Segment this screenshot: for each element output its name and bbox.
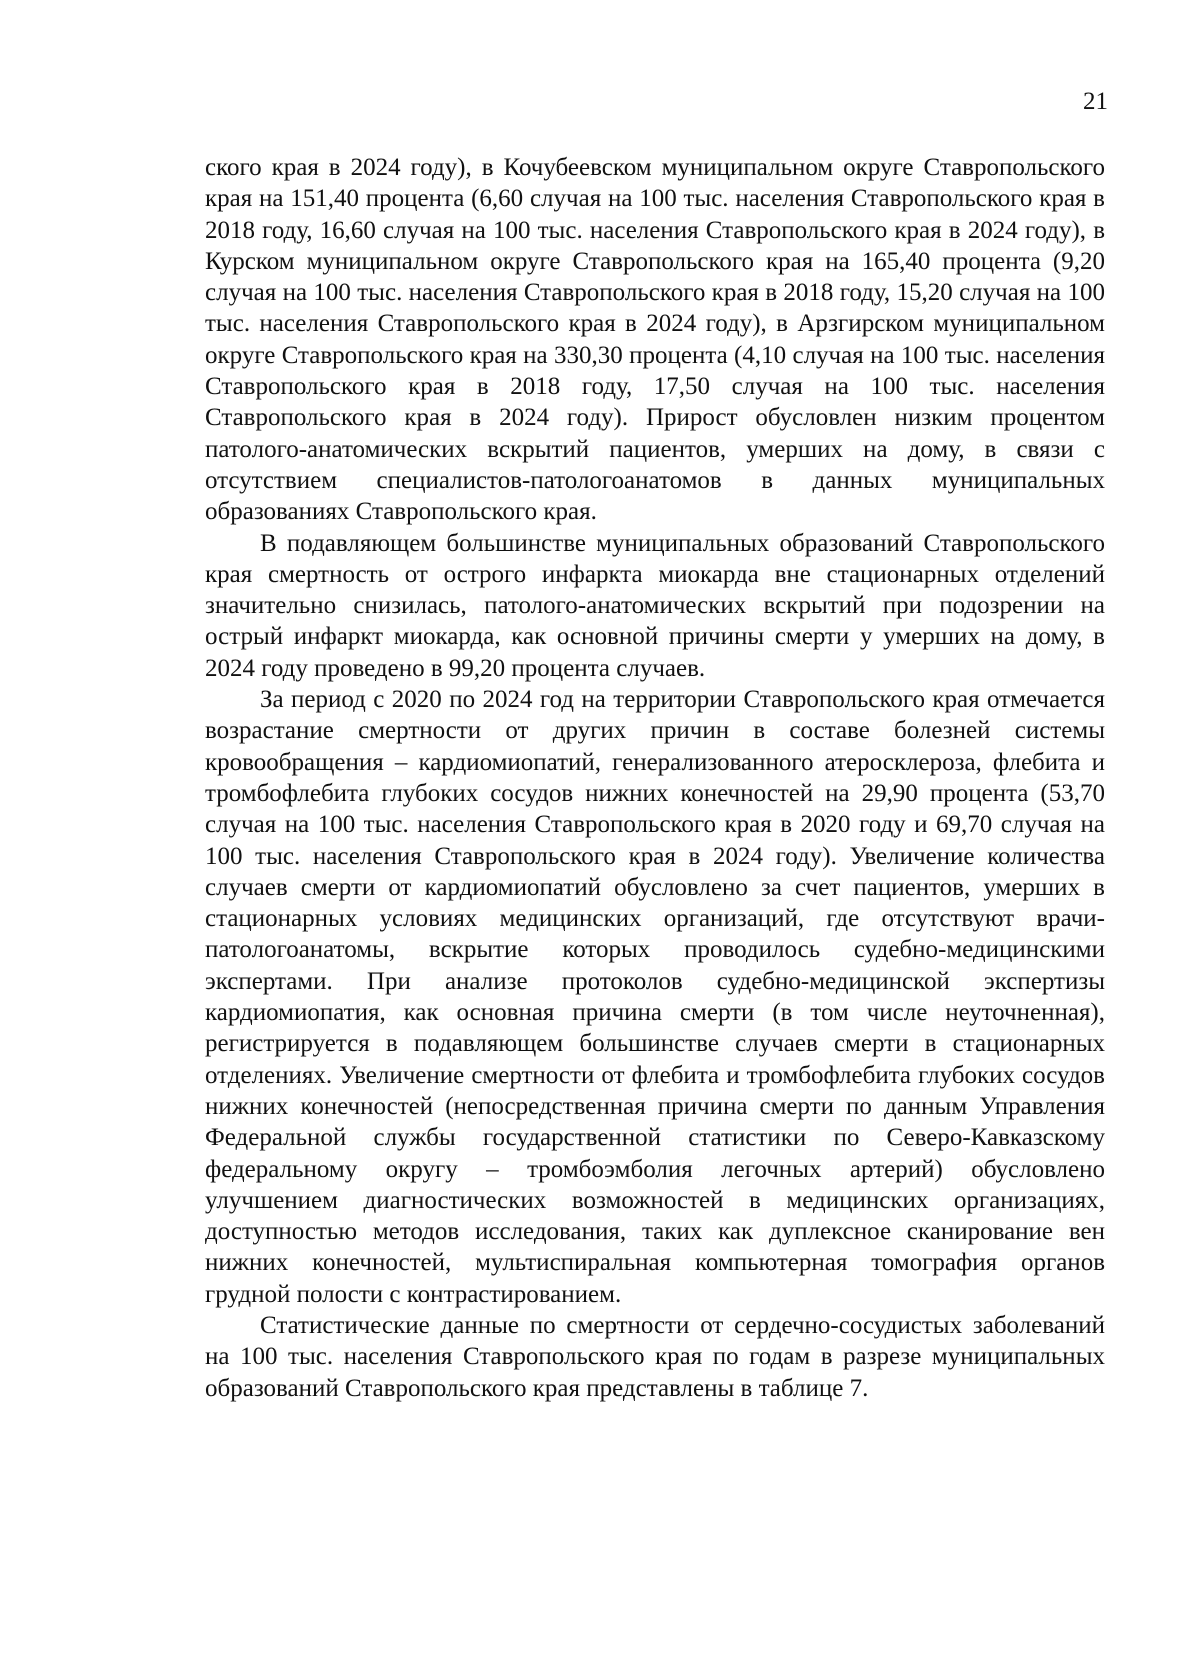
page-number: 21 [1083, 88, 1108, 115]
paragraph-3: За период с 2020 по 2024 год на территории Ставропольского края отмечается возрастание смертности от других причин в составе болезней системы кровообращения – кардиомиопатий, генерализованного атеросклероза, флебита и тромбофлебита глубоких сосудов нижних конечностей на 29,90 процента (53,70 случая на 100 тыс. населения Ставропольского края в 2020 году и 69,70 случая на 100 тыс. населения Ставропольского края в 2024 году). Увеличение количества случаев смерти от кардиомиопатий обусловлено за счет пациентов, умерших в стационарных условиях медицинских организаций, где отсутствуют врачи-патологоанатомы, вскрытие которых проводилось судебно-медицинскими экспертами. При анализе протоколов судебно-медицинской экспертизы кардиомиопатия, как основная причина смерти (в том числе неуточненная), регистрируется в подавляющем большинстве случаев смерти в стационарных отделениях. Увеличение смертности от флебита и тромбофлебита глубоких сосудов нижних конечностей (непосредственная причина смерти по данным Управления Федеральной службы государственной статистики по Северо-Кавказскому федеральному округу – тромбоэмболия легочных артерий) обусловлено улучшением диагностических возможностей в медицинских организациях, доступностью методов исследования, таких как дуплексное сканирование вен нижних конечностей, мультиспиральная компьютерная томография органов грудной полости с контрастированием. [205, 686, 1105, 1308]
paragraph-2: В подавляющем большинстве муниципальных образований Ставропольского края смертность от острого инфаркта миокарда вне стационарных отделений значительно снизилась, патолого-анатомических вскрытий при подозрении на острый инфаркт миокарда, как основной причины смерти у умерших на дому, в 2024 году проведено в 99,20 процента случаев. [205, 529, 1105, 682]
paragraph-1: ского края в 2024 году), в Кочубеевском муниципальном округе Ставропольского края на 151,40 процента (6,60 случая на 100 тыс. населения Ставропольского края в 2018 году, 16,60 случая на 100 тыс. населения Ставропольского края в 2024 году), в Курском муниципальном округе Ставропольского края на 165,40 процента (9,20 случая на 100 тыс. населения Ставропольского края в 2018 году, 15,20 случая на 100 тыс. населения Ставропольского края в 2024 году), в Арзгирском муниципальном округе Ставропольского края на 330,30 процента (4,10 случая на 100 тыс. населения Ставропольского края в 2018 году, 17,50 случая на 100 тыс. населения Ставропольского края в 2024 году). Прирост обусловлен низким процентом патолого-анатомических вскрытий пациентов, умерших на дому, в связи с отсутствием специалистов-патологоанатомов в данных муниципальных образованиях Ставропольского края. [205, 154, 1105, 526]
paragraph-4: Статистические данные по смертности от сердечно-сосудистых заболеваний на 100 тыс. населения Ставропольского края по годам в разрезе муниципальных образований Ставропольского края представлены в таблице 7. [205, 1311, 1105, 1402]
document-body [205, 152, 1105, 1404]
